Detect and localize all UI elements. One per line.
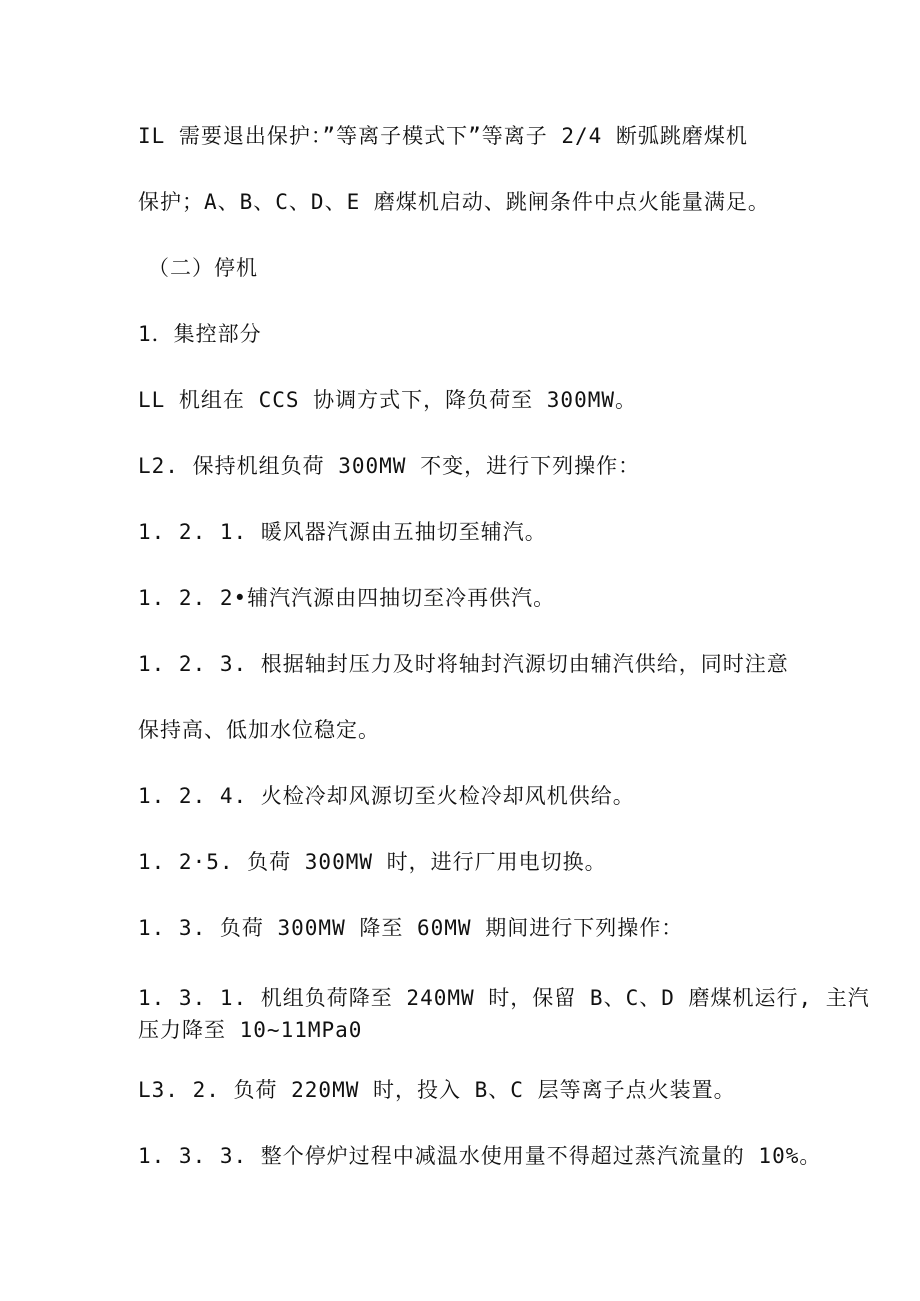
paragraph-line-9: 1. 2. 3. 根据轴封压力及时将轴封汽源切由辅汽供给，同时注意	[138, 652, 789, 676]
section-heading-shutdown: （二）停机	[148, 256, 258, 280]
paragraph-line-1: IL 需要退出保护：”等离子模式下”等离子 2/4 断弧跳磨煤机	[138, 124, 748, 148]
paragraph-line-7: 1. 2. 1. 暖风器汽源由五抽切至辅汽。	[138, 520, 547, 544]
paragraph-line-12: 1. 2·5. 负荷 300MW 时，进行厂用电切换。	[138, 850, 607, 874]
paragraph-line-11: 1. 2. 4. 火检冷却风源切至火检冷却风机供给。	[138, 784, 635, 808]
subsection-heading-central-control: 1．集控部分	[138, 322, 262, 346]
paragraph-line-17: 1. 3. 3. 整个停炉过程中减温水使用量不得超过蒸汽流量的 10%。	[138, 1144, 822, 1168]
paragraph-line-2: 保护；A、B、C、D、E 磨煤机启动、跳闸条件中点火能量满足。	[138, 190, 770, 214]
paragraph-line-10: 保持高、低加水位稳定。	[138, 718, 380, 742]
paragraph-line-6: L2. 保持机组负荷 300MW 不变，进行下列操作：	[138, 454, 641, 478]
paragraph-line-15: 压力降至 10~11MPa0	[138, 1018, 363, 1042]
paragraph-line-16: L3. 2. 负荷 220MW 时，投入 B、C 层等离子点火装置。	[138, 1078, 736, 1102]
paragraph-line-14: 1. 3. 1. 机组负荷降至 240MW 时，保留 B、C、D 磨煤机运行, 主汽	[138, 986, 870, 1010]
paragraph-line-5: LL 机组在 CCS 协调方式下，降负荷至 300MW。	[138, 388, 638, 412]
paragraph-line-8: 1. 2. 2•辅汽汽源由四抽切至冷再供汽。	[138, 586, 556, 610]
paragraph-line-13: 1. 3. 负荷 300MW 降至 60MW 期间进行下列操作：	[138, 916, 684, 940]
